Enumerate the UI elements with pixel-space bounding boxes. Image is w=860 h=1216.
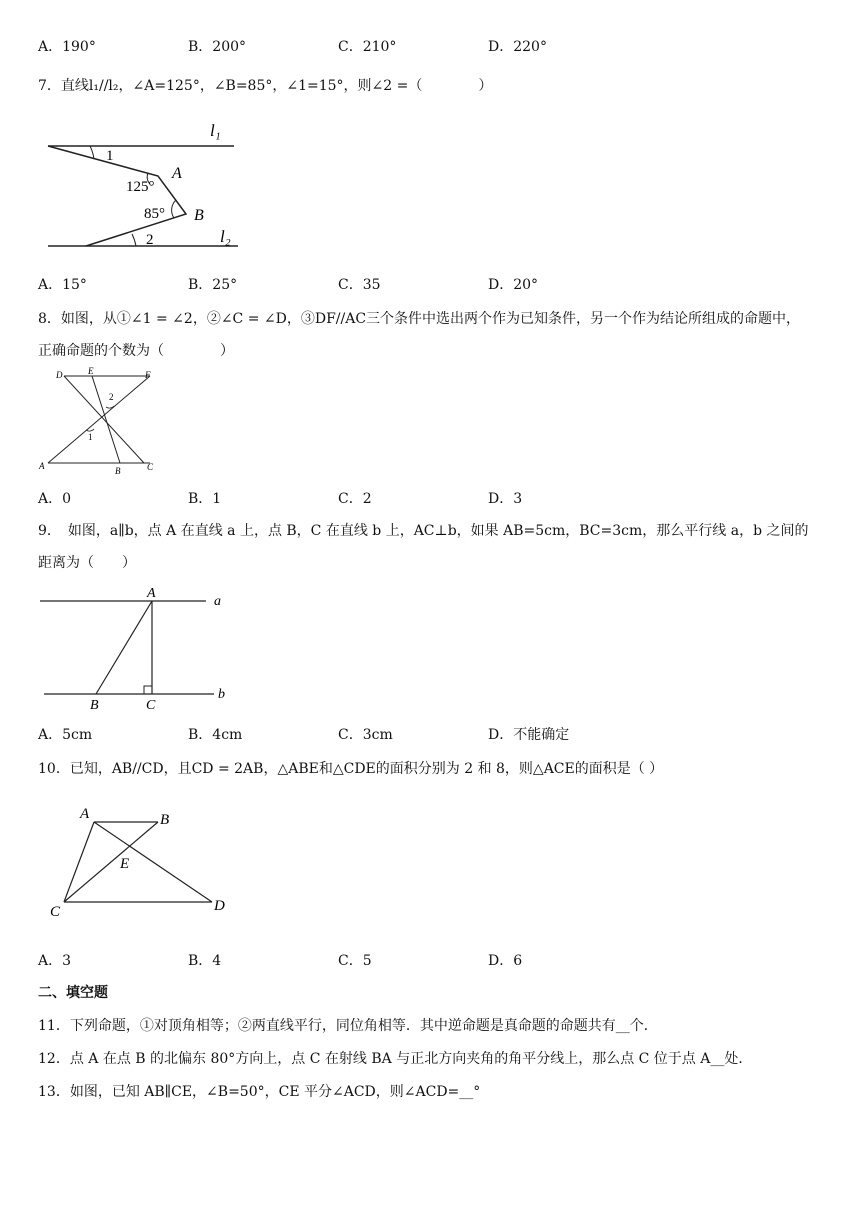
q10-label-b: B: [160, 812, 170, 828]
q8-label-angle1: 1: [88, 432, 93, 442]
q10-option-a: A．3: [38, 953, 72, 969]
q10-figure: [44, 800, 244, 922]
q10-label-c: C: [50, 904, 61, 920]
section-title: 二、填空题: [38, 985, 108, 1001]
q7-label-l2: l₂: [220, 227, 231, 246]
q8-label-e: E: [88, 366, 94, 376]
q7-label-a: A: [172, 165, 182, 182]
q7-label-angle2: 2: [146, 232, 154, 248]
q7-label-l1: l₁: [210, 121, 221, 140]
q12-text: 12．点 A 在点 B 的北偏东 80°方向上，点 C 在射线 BA 与正北方向夹角的角平分线上，那么点 C 位于点 A__处．: [38, 1051, 753, 1067]
q7-label-85: 85°: [144, 206, 165, 222]
q10-stem: 10．已知，AB//CD，且CD = 2AB，△ABE和△CDE的面积分别为 2 和 8，则△ACE的面积是（ ）: [38, 761, 664, 777]
q9-label-a: A: [147, 586, 156, 601]
q10-option-d: D．6: [488, 953, 523, 969]
q8-label-b: B: [115, 466, 121, 476]
q8-option-b: B．1: [188, 491, 222, 507]
q8-option-d: D．3: [488, 491, 523, 507]
q8-label-a: A: [39, 461, 45, 471]
q10-option-b: B．4: [188, 953, 222, 969]
q6-option-d: D．220°: [488, 39, 547, 55]
q8-stem-line1: 8．如图，从①∠1 = ∠2，②∠C = ∠D，③DF//AC三个条件中选出两个作为已知条件，另一个作为结论所组成的命题中，: [38, 311, 801, 327]
q10-label-d: D: [214, 898, 225, 914]
q10-label-a: A: [80, 806, 90, 822]
q7-label-angle1: 1: [106, 148, 114, 164]
q8-label-f: F: [145, 370, 151, 380]
q10-option-c: C．5: [338, 953, 372, 969]
q9-stem-line2: 距离为（ ）: [38, 555, 136, 571]
q8-label-angle2: 2: [109, 392, 114, 402]
q9-option-d: D．不能确定: [488, 727, 570, 743]
q6-option-c: C．210°: [338, 39, 397, 55]
q8-option-a: A．0: [38, 491, 72, 507]
q7-stem: 7．直线l₁//l₂，∠A=125°，∠B=85°，∠1=15°，则∠2 =（ ）: [38, 78, 493, 94]
q8-figure: [36, 366, 166, 476]
q11-text: 11．下列命题，①对顶角相等；②两直线平行，同位角相等．其中逆命题是真命题的命题共有__个．: [38, 1018, 658, 1034]
q10-label-e: E: [120, 856, 130, 872]
q7-label-b: B: [194, 207, 204, 224]
q7-option-c: C．35: [338, 277, 381, 293]
q7-label-125: 125°: [126, 179, 155, 195]
q9-option-a: A．5cm: [38, 727, 93, 743]
q8-label-c: C: [147, 462, 154, 472]
q9-figure: [36, 582, 236, 714]
q9-option-c: C．3cm: [338, 727, 393, 743]
q7-option-d: D．20°: [488, 277, 539, 293]
q9-label-c: C: [146, 698, 156, 713]
q9-label-line-b: b: [218, 687, 225, 702]
q13-text: 13．如图，已知 AB∥CE，∠B=50°，CE 平分∠ACD，则∠ACD=__°: [38, 1084, 481, 1100]
q8-label-d: D: [56, 370, 63, 380]
q9-label-b: B: [90, 698, 99, 713]
q9-label-line-a: a: [214, 594, 221, 609]
q6-option-a: A．190°: [38, 39, 96, 55]
q8-option-c: C．2: [338, 491, 372, 507]
q7-option-a: A．15°: [38, 277, 87, 293]
q7-option-b: B．25°: [188, 277, 238, 293]
q6-option-b: B．200°: [188, 39, 247, 55]
q7-figure: [40, 118, 250, 258]
q8-stem-line2: 正确命题的个数为（ ）: [38, 343, 234, 359]
q9-stem-line1: 9． 如图，a∥b，点 A 在直线 a 上，点 B，C 在直线 b 上，AC⊥b，如果 AB=5cm，BC=3cm，那么平行线 a，b 之间的: [38, 523, 809, 539]
q9-option-b: B．4cm: [188, 727, 243, 743]
